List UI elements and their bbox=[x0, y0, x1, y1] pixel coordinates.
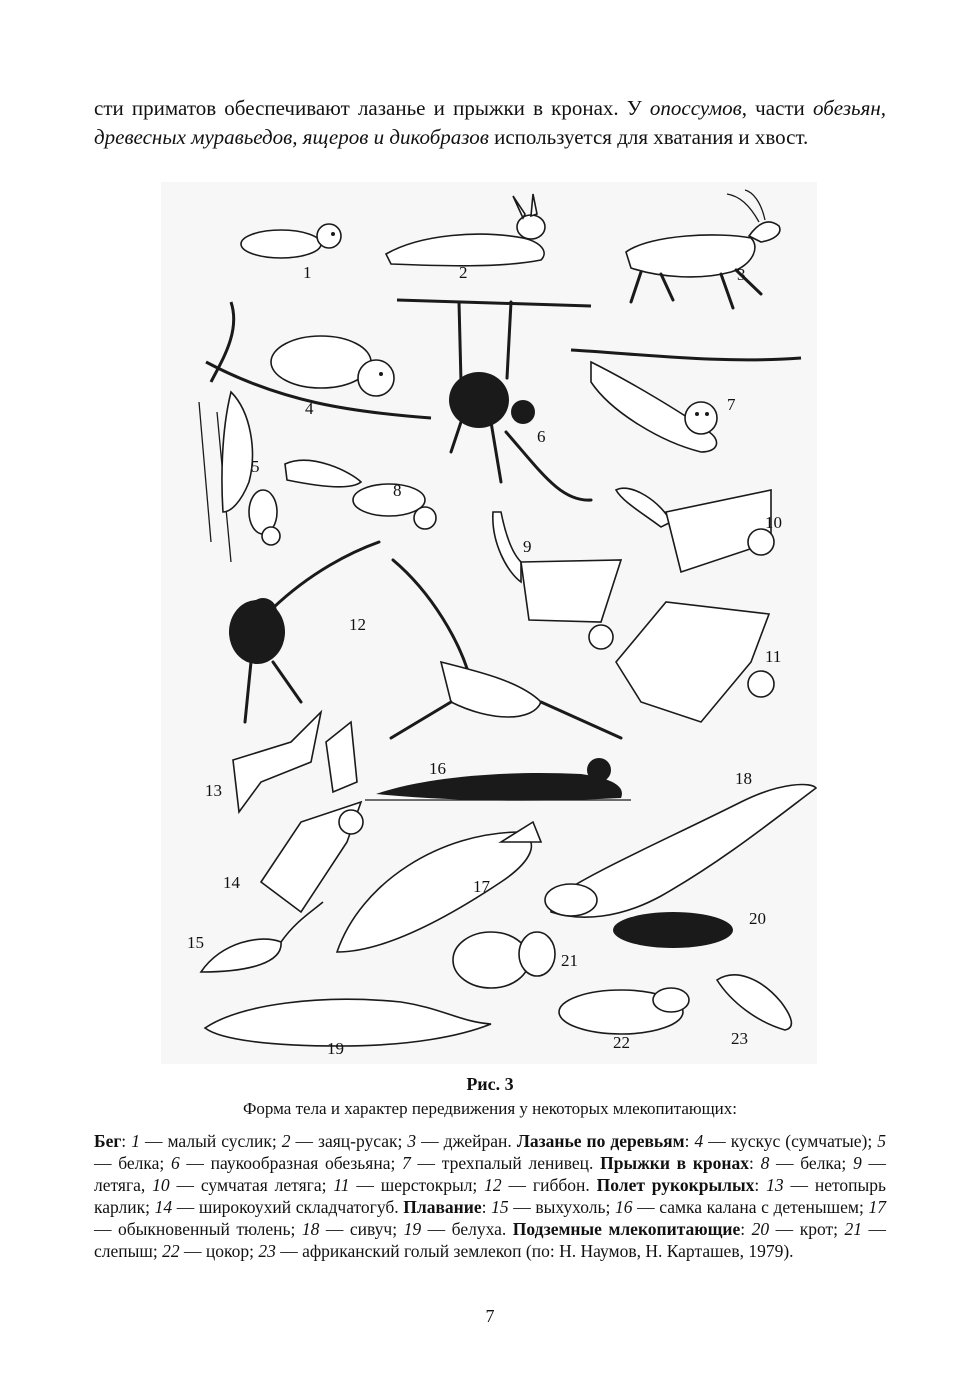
figure-caption-title: Рис. 3 bbox=[466, 1074, 514, 1094]
text-segment: опоссумов bbox=[649, 96, 742, 120]
text-segment: 5 bbox=[877, 1131, 887, 1151]
text-segment: Лазанье по деревьям bbox=[516, 1131, 685, 1151]
figure-label-19: 19 bbox=[327, 1039, 344, 1058]
text-segment: — гиббон. bbox=[501, 1175, 597, 1195]
animal-6-spider-monkey bbox=[397, 300, 591, 500]
text-segment: — сивуч; bbox=[319, 1219, 404, 1239]
figure-label-4: 4 bbox=[305, 399, 314, 418]
text-segment: — африканский голый землекоп (по: Н. Наумов, Н. Карташев, 1979). bbox=[275, 1241, 794, 1261]
animal-8-squirrel-jumping bbox=[285, 460, 436, 529]
figure-label-2: 2 bbox=[459, 263, 468, 282]
text-segment: — трехпалый ленивец. bbox=[410, 1153, 601, 1173]
text-segment: — малый суслик; bbox=[139, 1131, 282, 1151]
text-segment: — слепыш; bbox=[94, 1219, 887, 1261]
figure-label-21: 21 bbox=[561, 951, 578, 970]
text-segment: 1 bbox=[131, 1131, 140, 1151]
animal-20-mole bbox=[613, 912, 733, 948]
figure-label-3: 3 bbox=[737, 265, 746, 284]
figure-label-9: 9 bbox=[523, 537, 532, 556]
figure-label-1: 1 bbox=[303, 263, 312, 282]
animal-11-colugo bbox=[616, 602, 774, 722]
figure-label-6: 6 bbox=[537, 427, 546, 446]
figure-label-18: 18 bbox=[735, 769, 752, 788]
animal-21-mole-rat bbox=[453, 932, 555, 988]
text-segment: Бег bbox=[94, 1131, 122, 1151]
text-segment: — нетопырь карлик; bbox=[94, 1175, 886, 1217]
text-segment: : bbox=[121, 1131, 132, 1151]
animal-1-ground-squirrel bbox=[241, 224, 341, 258]
figure-legend bbox=[94, 1130, 886, 1262]
animal-15-desman bbox=[201, 902, 323, 972]
figure-illustration bbox=[161, 182, 817, 1064]
text-segment: 7 bbox=[402, 1153, 411, 1173]
text-segment: — джейран. bbox=[416, 1131, 517, 1151]
text-segment: 20 bbox=[751, 1219, 770, 1239]
animal-16-sea-otter bbox=[365, 758, 631, 801]
text-segment: 14 bbox=[154, 1197, 173, 1217]
figure-label-20: 20 bbox=[749, 909, 766, 928]
text-segment: 19 bbox=[403, 1219, 422, 1239]
animal-22-zokor bbox=[559, 988, 689, 1034]
text-segment: — белуха. bbox=[421, 1219, 513, 1239]
text-segment: — летяга, bbox=[94, 1153, 886, 1195]
figure-label-8: 8 bbox=[393, 481, 402, 500]
text-segment: используется для хватания и хвост. bbox=[488, 125, 809, 149]
text-segment: — кускус (сумчатые); bbox=[703, 1131, 878, 1151]
animal-13-pipistrelle bbox=[233, 712, 321, 812]
text-segment: 21 bbox=[844, 1219, 862, 1239]
text-segment: 11 bbox=[333, 1175, 350, 1195]
animal-2-hare bbox=[386, 194, 545, 266]
text-segment: 9 bbox=[853, 1153, 862, 1173]
text-segment: обезьян, древесных муравьедов, ящеров и дикобразов bbox=[94, 96, 886, 149]
figure-label-5: 5 bbox=[251, 457, 260, 476]
text-segment: 17 bbox=[868, 1197, 886, 1217]
text-segment: — паукообразная обезьяна; bbox=[179, 1153, 403, 1173]
text-segment: , части bbox=[741, 96, 813, 120]
animal-10-sugar-glider bbox=[616, 488, 774, 572]
animal-17-harbor-seal bbox=[337, 822, 541, 952]
text-segment: Плавание bbox=[403, 1197, 482, 1217]
text-segment: Прыжки в кронах bbox=[600, 1153, 749, 1173]
figure-label-16: 16 bbox=[429, 759, 446, 778]
figure-caption-subtitle: Форма тела и характер передвижения у некоторых млекопитающих: bbox=[242, 1099, 738, 1118]
text-segment: — крот; bbox=[769, 1219, 845, 1239]
text-segment: Полет рукокрылых bbox=[596, 1175, 755, 1195]
figure-label-10: 10 bbox=[765, 513, 782, 532]
text-segment: : bbox=[754, 1175, 767, 1195]
text-segment: 18 bbox=[301, 1219, 320, 1239]
text-segment: 13 bbox=[766, 1175, 784, 1195]
text-segment: 15 bbox=[491, 1197, 509, 1217]
text-segment: 6 bbox=[170, 1153, 180, 1173]
text-segment: — сумчатая летяга; bbox=[169, 1175, 334, 1195]
animal-5-squirrel bbox=[199, 392, 280, 562]
text-segment: Подземные млекопитающие bbox=[512, 1219, 741, 1239]
text-segment: — белка; bbox=[769, 1153, 854, 1173]
text-segment: : bbox=[749, 1153, 761, 1173]
animal-3-gazelle bbox=[626, 190, 780, 308]
figure-label-13: 13 bbox=[205, 781, 222, 800]
text-segment: : bbox=[740, 1219, 752, 1239]
text-segment: 4 bbox=[694, 1131, 704, 1151]
text-segment: 10 bbox=[152, 1175, 170, 1195]
text-segment: 22 bbox=[162, 1241, 180, 1261]
text-segment: — шерстокрыл; bbox=[349, 1175, 485, 1195]
figure-label-12: 12 bbox=[349, 615, 366, 634]
text-segment: 2 bbox=[281, 1131, 291, 1151]
animal-23-naked-mole-rat bbox=[717, 975, 791, 1030]
text-segment: — самка калана с детенышем; bbox=[632, 1197, 869, 1217]
text-segment: 23 bbox=[258, 1241, 276, 1261]
animal-18-sea-lion bbox=[545, 785, 816, 918]
intro-paragraph bbox=[94, 94, 886, 152]
text-segment: — цокор; bbox=[179, 1241, 259, 1261]
text-segment: 8 bbox=[760, 1153, 770, 1173]
figure-label-14: 14 bbox=[223, 873, 240, 892]
text-segment: — белка; bbox=[94, 1153, 171, 1173]
figure-label-11: 11 bbox=[765, 647, 782, 666]
animal-7-sloth bbox=[571, 350, 801, 452]
figure-label-7: 7 bbox=[727, 395, 736, 414]
text-segment: 3 bbox=[407, 1131, 417, 1151]
text-segment: : bbox=[684, 1131, 695, 1151]
figure-label-23: 23 bbox=[731, 1029, 748, 1048]
animal-4-cuscus bbox=[206, 302, 431, 418]
text-segment: 12 bbox=[484, 1175, 502, 1195]
text-segment: — обыкновенный тюлень; bbox=[94, 1219, 302, 1239]
text-segment: — широкоухий складчатогуб. bbox=[172, 1197, 404, 1217]
animal-9-flying-squirrel bbox=[493, 512, 621, 649]
figure-label-17: 17 bbox=[473, 877, 490, 896]
figure-label-22: 22 bbox=[613, 1033, 630, 1052]
text-segment: — выхухоль; bbox=[508, 1197, 615, 1217]
text-segment: : bbox=[481, 1197, 492, 1217]
text-segment: 16 bbox=[614, 1197, 633, 1217]
animal-19-beluga bbox=[205, 999, 491, 1046]
figure-label-15: 15 bbox=[187, 933, 204, 952]
text-segment: — заяц-русак; bbox=[290, 1131, 408, 1151]
text-segment: сти приматов обеспечивают лазанье и прыжки в кронах. У bbox=[94, 96, 650, 120]
page-number: 7 bbox=[485, 1306, 495, 1326]
